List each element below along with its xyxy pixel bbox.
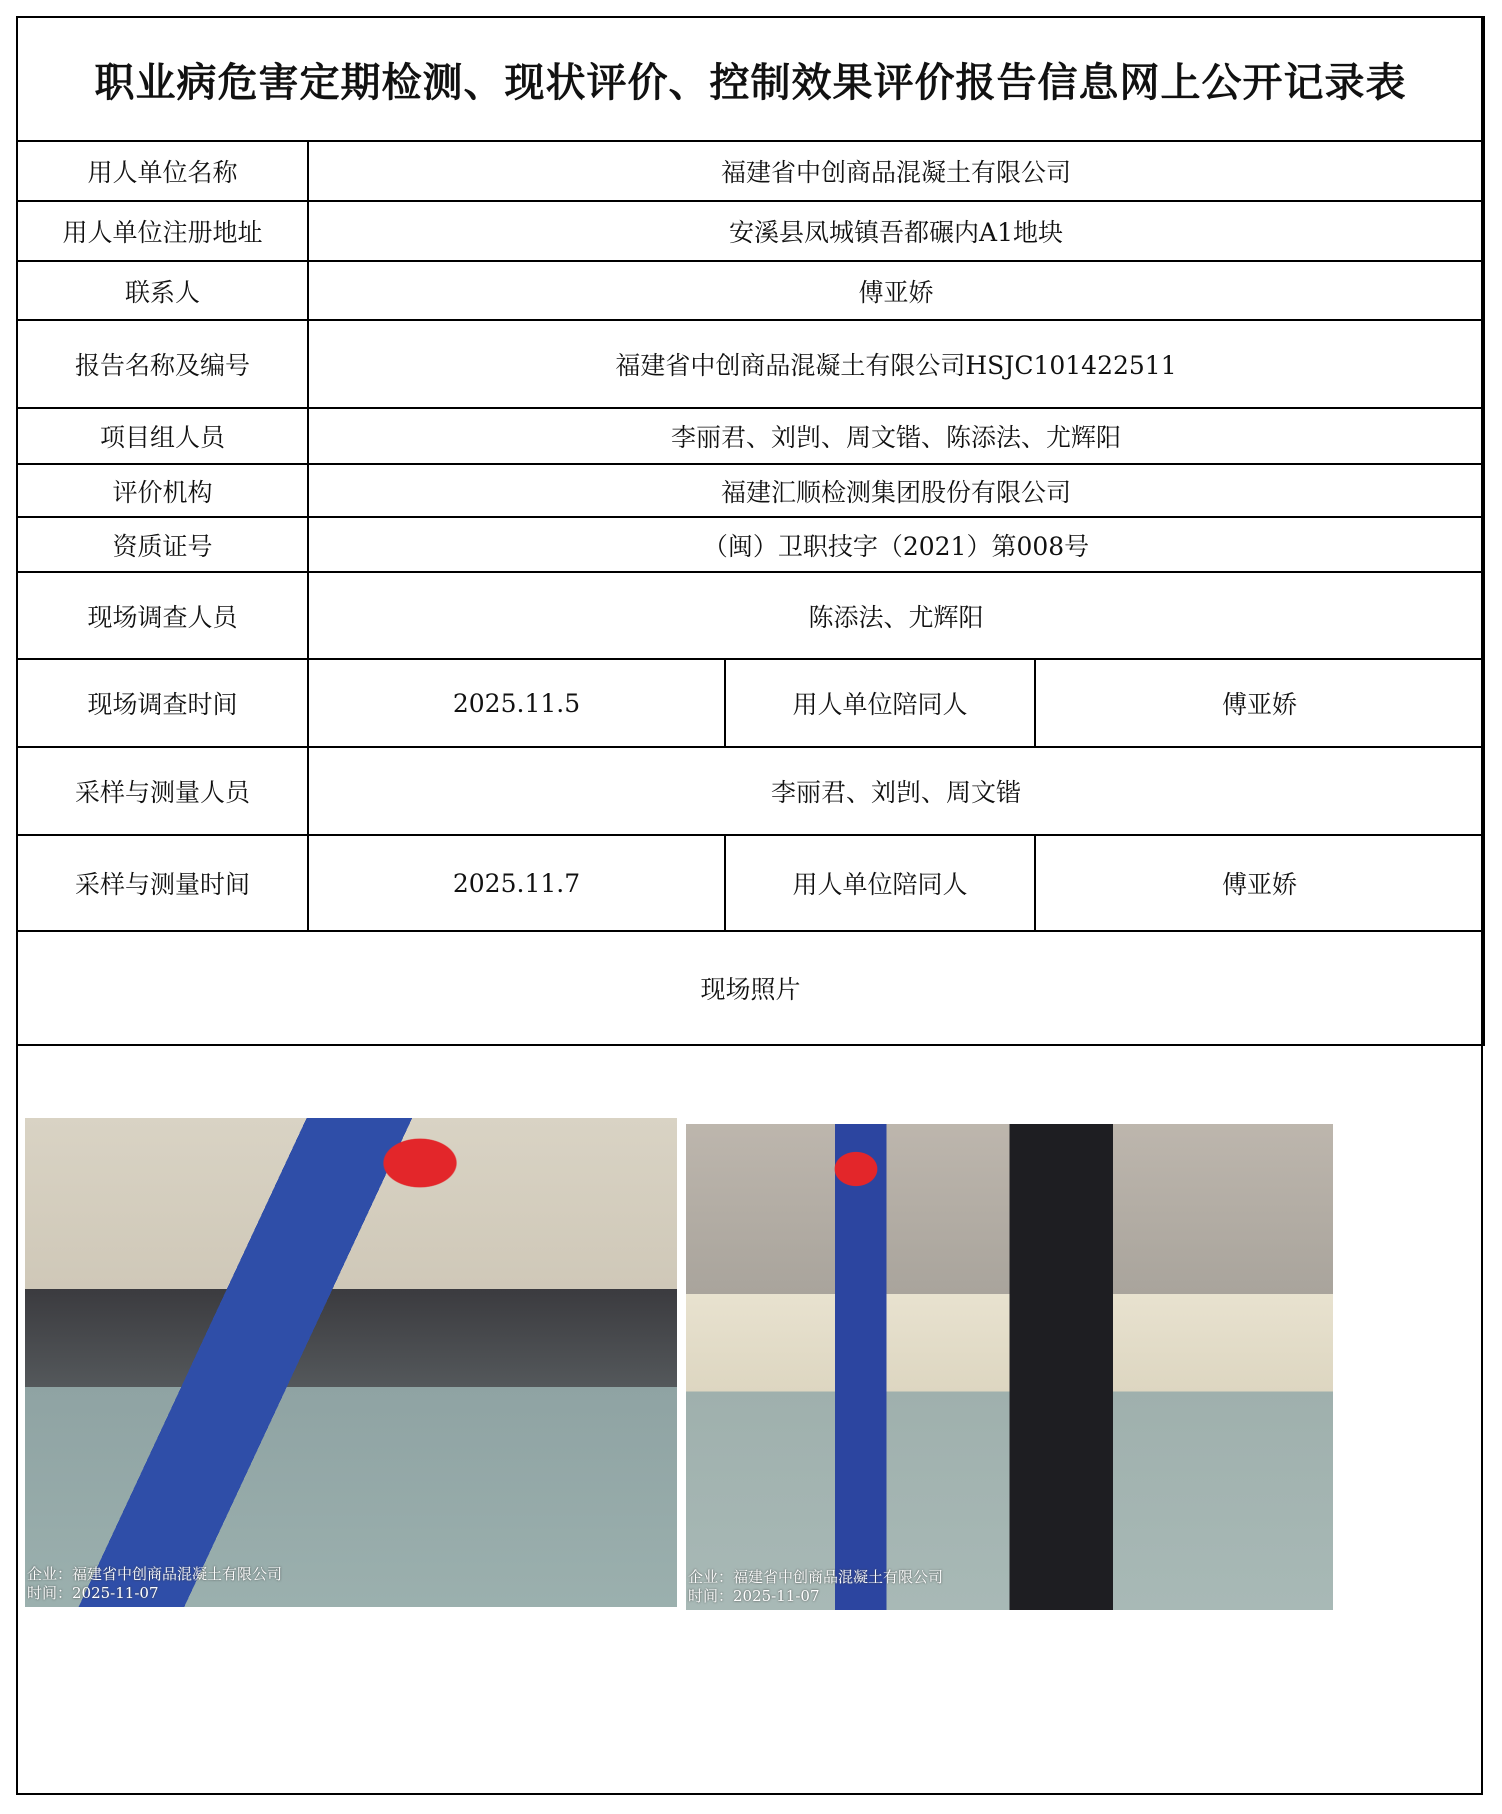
table-row (17, 408, 1484, 464)
row-value: 福建省中创商品混凝土有限公司 (308, 141, 1484, 201)
table-row (17, 201, 1484, 261)
row-value: 福建省中创商品混凝土有限公司HSJC101422511 (308, 320, 1484, 408)
row-value: 李丽君、刘剀、周文锴 (308, 747, 1484, 835)
table-row (17, 464, 1484, 517)
row-label: 用人单位名称 (17, 141, 308, 201)
row-label: 项目组人员 (17, 408, 308, 464)
row-value: 2025.11.5 (308, 659, 725, 747)
row-value: 福建汇顺检测集团股份有限公司 (308, 464, 1484, 517)
accompany-label: 用人单位陪同人 (725, 659, 1035, 747)
row-label: 联系人 (17, 261, 308, 320)
table-row (17, 320, 1484, 408)
record-table (16, 16, 1485, 1046)
table-row (17, 747, 1484, 835)
photo-time: 时间：2025-11-07 (688, 1587, 820, 1605)
row-value: （闽）卫职技字（2021）第008号 (308, 517, 1484, 572)
row-label: 评价机构 (17, 464, 308, 517)
accompany-value: 傅亚娇 (1035, 835, 1484, 931)
row-label: 现场调查时间 (17, 659, 308, 747)
row-label: 采样与测量时间 (17, 835, 308, 931)
row-value: 2025.11.7 (308, 835, 725, 931)
row-label: 现场调查人员 (17, 572, 308, 659)
accompany-value: 傅亚娇 (1035, 659, 1484, 747)
row-value: 傅亚娇 (308, 261, 1484, 320)
page-title: 职业病危害定期检测、现状评价、控制效果评价报告信息网上公开记录表 (17, 17, 1484, 141)
photo-time: 时间：2025-11-07 (27, 1584, 159, 1602)
row-label: 用人单位注册地址 (17, 201, 308, 261)
photo-company: 企业：福建省中创商品混凝土有限公司 (27, 1565, 283, 1583)
table-row (17, 517, 1484, 572)
table-row (17, 659, 1484, 747)
row-value: 陈添法、尤辉阳 (308, 572, 1484, 659)
table-row (17, 141, 1484, 201)
accompany-label: 用人单位陪同人 (725, 835, 1035, 931)
table-row (17, 572, 1484, 659)
site-photo-2 (686, 1124, 1333, 1610)
table-row (17, 261, 1484, 320)
photos-header: 现场照片 (17, 931, 1484, 1045)
row-label: 采样与测量人员 (17, 747, 308, 835)
table-row (17, 835, 1484, 931)
photo-caption (688, 1568, 943, 1606)
row-label: 资质证号 (17, 517, 308, 572)
row-label: 报告名称及编号 (17, 320, 308, 408)
site-photo-1 (25, 1118, 677, 1607)
photo-company: 企业：福建省中创商品混凝土有限公司 (688, 1568, 944, 1586)
row-value: 安溪县凤城镇吾都碾内A1地块 (308, 201, 1484, 261)
row-value: 李丽君、刘剀、周文锴、陈添法、尤辉阳 (308, 408, 1484, 464)
photo-caption (27, 1565, 282, 1603)
